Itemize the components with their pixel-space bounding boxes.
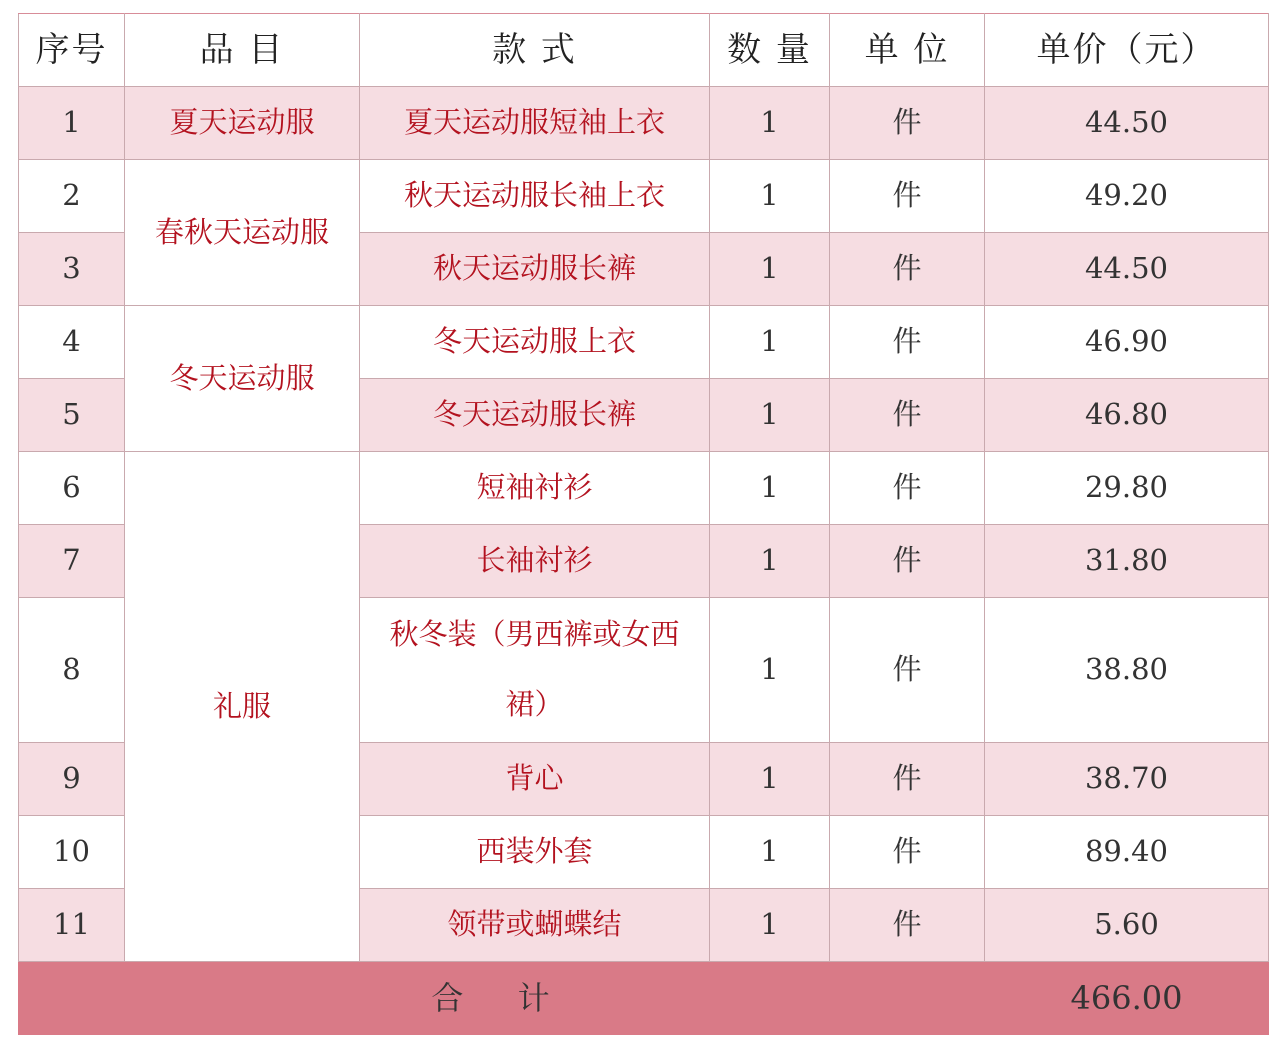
qty-cell: 1	[710, 233, 830, 306]
row-no: 11	[19, 889, 125, 962]
price-cell: 44.50	[985, 233, 1269, 306]
unit-cell: 件	[830, 87, 985, 160]
total-value: 466.00	[985, 962, 1269, 1035]
header-style: 款 式	[360, 14, 710, 87]
row-no: 3	[19, 233, 125, 306]
uniform-price-table	[18, 13, 1269, 1035]
table-row	[19, 87, 1269, 160]
unit-cell: 件	[830, 379, 985, 452]
style-cell: 短袖衬衫	[360, 452, 710, 525]
qty-cell: 1	[710, 889, 830, 962]
style-cell: 夏天运动服短袖上衣	[360, 87, 710, 160]
category-cell: 礼服	[125, 452, 360, 962]
qty-cell: 1	[710, 598, 830, 743]
unit-cell: 件	[830, 452, 985, 525]
row-no: 4	[19, 306, 125, 379]
table-row	[19, 160, 1269, 233]
category-cell: 春秋天运动服	[125, 160, 360, 306]
style-cell: 西装外套	[360, 816, 710, 889]
price-cell: 46.80	[985, 379, 1269, 452]
row-no: 9	[19, 743, 125, 816]
price-cell: 31.80	[985, 525, 1269, 598]
header-qty: 数 量	[710, 14, 830, 87]
category-cell: 夏天运动服	[125, 87, 360, 160]
unit-cell: 件	[830, 160, 985, 233]
style-cell: 冬天运动服上衣	[360, 306, 710, 379]
price-cell: 29.80	[985, 452, 1269, 525]
row-no: 5	[19, 379, 125, 452]
unit-cell: 件	[830, 306, 985, 379]
header-unit: 单 位	[830, 14, 985, 87]
table-row	[19, 452, 1269, 525]
price-cell: 49.20	[985, 160, 1269, 233]
row-no: 7	[19, 525, 125, 598]
qty-cell: 1	[710, 379, 830, 452]
row-no: 6	[19, 452, 125, 525]
unit-cell: 件	[830, 816, 985, 889]
price-cell: 38.80	[985, 598, 1269, 743]
row-no: 10	[19, 816, 125, 889]
unit-cell: 件	[830, 233, 985, 306]
style-cell: 背心	[360, 743, 710, 816]
qty-cell: 1	[710, 87, 830, 160]
total-row	[19, 962, 1269, 1035]
price-cell: 38.70	[985, 743, 1269, 816]
qty-cell: 1	[710, 743, 830, 816]
table-row	[19, 306, 1269, 379]
header-category: 品 目	[125, 14, 360, 87]
qty-cell: 1	[710, 816, 830, 889]
qty-cell: 1	[710, 160, 830, 233]
category-cell: 冬天运动服	[125, 306, 360, 452]
qty-cell: 1	[710, 525, 830, 598]
style-cell: 秋天运动服长袖上衣	[360, 160, 710, 233]
header-no: 序号	[19, 14, 125, 87]
price-cell: 89.40	[985, 816, 1269, 889]
total-label: 合 计	[19, 962, 985, 1035]
style-cell: 秋冬装（男西裤或女西裙）	[360, 598, 710, 743]
style-cell: 秋天运动服长裤	[360, 233, 710, 306]
style-cell: 领带或蝴蝶结	[360, 889, 710, 962]
style-cell: 长袖衬衫	[360, 525, 710, 598]
unit-cell: 件	[830, 889, 985, 962]
table-header-row	[19, 14, 1269, 87]
row-no: 2	[19, 160, 125, 233]
price-cell: 46.90	[985, 306, 1269, 379]
price-cell: 44.50	[985, 87, 1269, 160]
header-price: 单价（元）	[985, 14, 1269, 87]
qty-cell: 1	[710, 306, 830, 379]
row-no: 8	[19, 598, 125, 743]
price-cell: 5.60	[985, 889, 1269, 962]
unit-cell: 件	[830, 525, 985, 598]
unit-cell: 件	[830, 598, 985, 743]
style-cell: 冬天运动服长裤	[360, 379, 710, 452]
row-no: 1	[19, 87, 125, 160]
unit-cell: 件	[830, 743, 985, 816]
qty-cell: 1	[710, 452, 830, 525]
